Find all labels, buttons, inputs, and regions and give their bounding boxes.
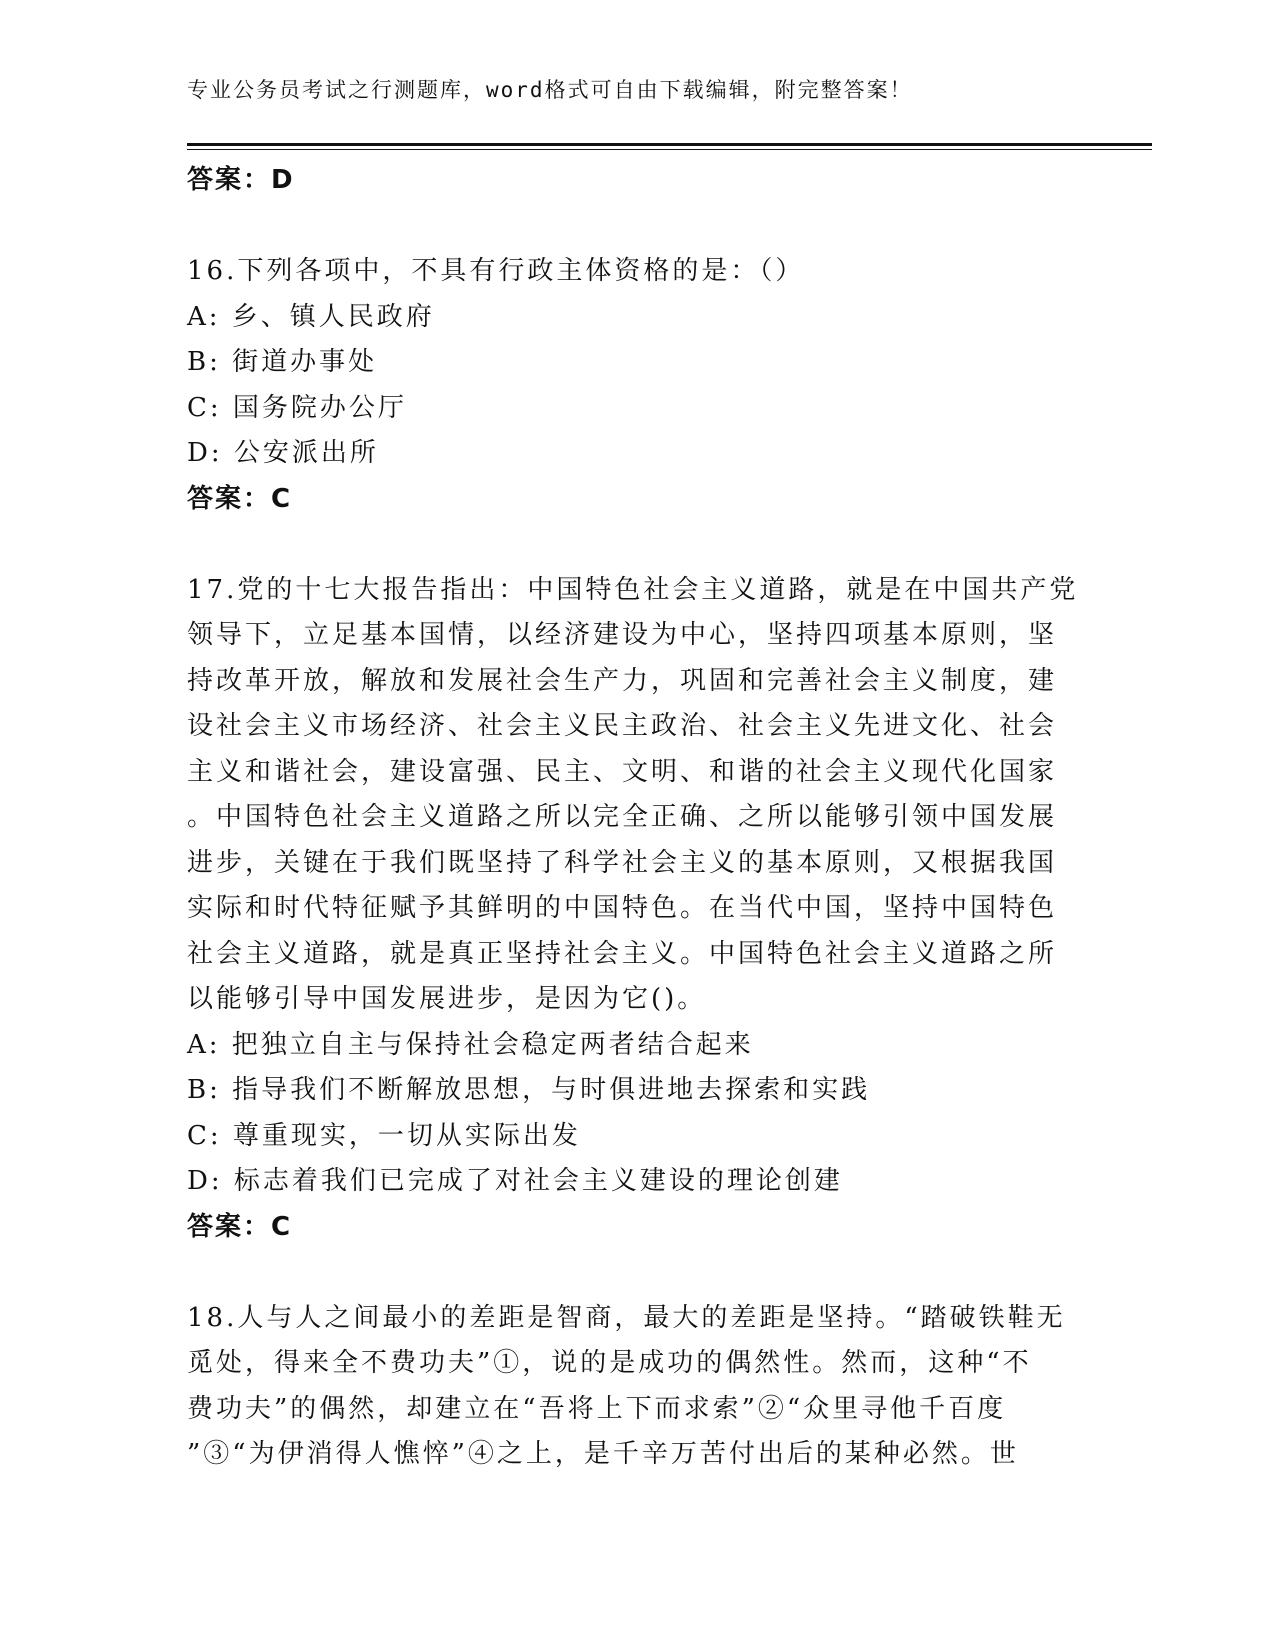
question-text-line: 实际和时代特征赋予其鲜明的中国特色。在当代中国，坚持中国特色 — [187, 893, 1058, 923]
option-d: D: 标志着我们已完成了对社会主义建设的理论创建 — [187, 1166, 843, 1196]
option-b: B: 街道办事处 — [187, 347, 378, 377]
question-text-line: 。中国特色社会主义道路之所以完全正确、之所以能够引领中国发展 — [187, 802, 1058, 832]
question-text-line: 主义和谐社会，建设富强、民主、文明、和谐的社会主义现代化国家 — [187, 756, 1058, 787]
question-17 — [187, 568, 1087, 1251]
question-text-line: 费功夫”的偶然，却建立在“吾将上下而求索”②“众里寻他千百度 — [187, 1393, 1007, 1424]
option-d: D: 公安派出所 — [187, 438, 379, 468]
spacer — [187, 1250, 1087, 1296]
question-18 — [187, 1296, 1087, 1478]
option-c: C: 国务院办公厅 — [187, 392, 407, 423]
option-a: A: 乡、镇人民政府 — [187, 301, 435, 332]
question-text-line: 18.人与人之间最小的差距是智商，最大的差距是坚持。“踏破铁鞋无 — [187, 1302, 1066, 1333]
previous-answer: 答案：D — [187, 165, 295, 195]
answer: 答案：C — [187, 483, 293, 514]
page-header: 专业公务员考试之行测题库，word格式可自由下载编辑，附完整答案！ — [187, 78, 913, 102]
option-a: A: 把独立自主与保持社会稳定两者结合起来 — [187, 1029, 754, 1060]
question-text-line: 觅处，得来全不费功夫”①，说的是成功的偶然性。然而，这种“不 — [187, 1348, 1032, 1378]
spacer — [187, 204, 1087, 250]
option-c: C: 尊重现实，一切从实际出发 — [187, 1120, 581, 1151]
option-b: B: 指导我们不断解放思想，与时俱进地去探索和实践 — [187, 1075, 871, 1105]
question-text-line: 进步，关键在于我们既坚持了科学社会主义的基本原则，又根据我国 — [187, 847, 1058, 878]
question-text-line: 设社会主义市场经济、社会主义民主政治、社会主义先进文化、社会 — [187, 711, 1058, 741]
header-rule-thick — [187, 143, 1152, 146]
question-text-line: 以能够引导中国发展进步，是因为它()。 — [187, 984, 707, 1014]
question-text-line: 持改革开放，解放和发展社会生产力，巩固和完善社会主义制度，建 — [187, 665, 1058, 696]
header-rule-thin — [187, 149, 1152, 150]
question-16 — [187, 249, 1087, 522]
answer: 答案：C — [187, 1211, 293, 1242]
question-text-line: 领导下，立足基本国情，以经济建设为中心，坚持四项基本原则，坚 — [187, 620, 1058, 650]
document-body — [187, 158, 1087, 1478]
question-text: 16.下列各项中，不具有行政主体资格的是：（） — [187, 256, 805, 286]
question-text-line: 17.党的十七大报告指出：中国特色社会主义道路，就是在中国共产党 — [187, 574, 1079, 605]
question-text-line: ”③“为伊消得人憔悴”④之上，是千辛万苦付出后的某种必然。世 — [187, 1439, 1019, 1469]
spacer — [187, 522, 1087, 568]
question-text-line: 社会主义道路，就是真正坚持社会主义。中国特色社会主义道路之所 — [187, 938, 1058, 969]
